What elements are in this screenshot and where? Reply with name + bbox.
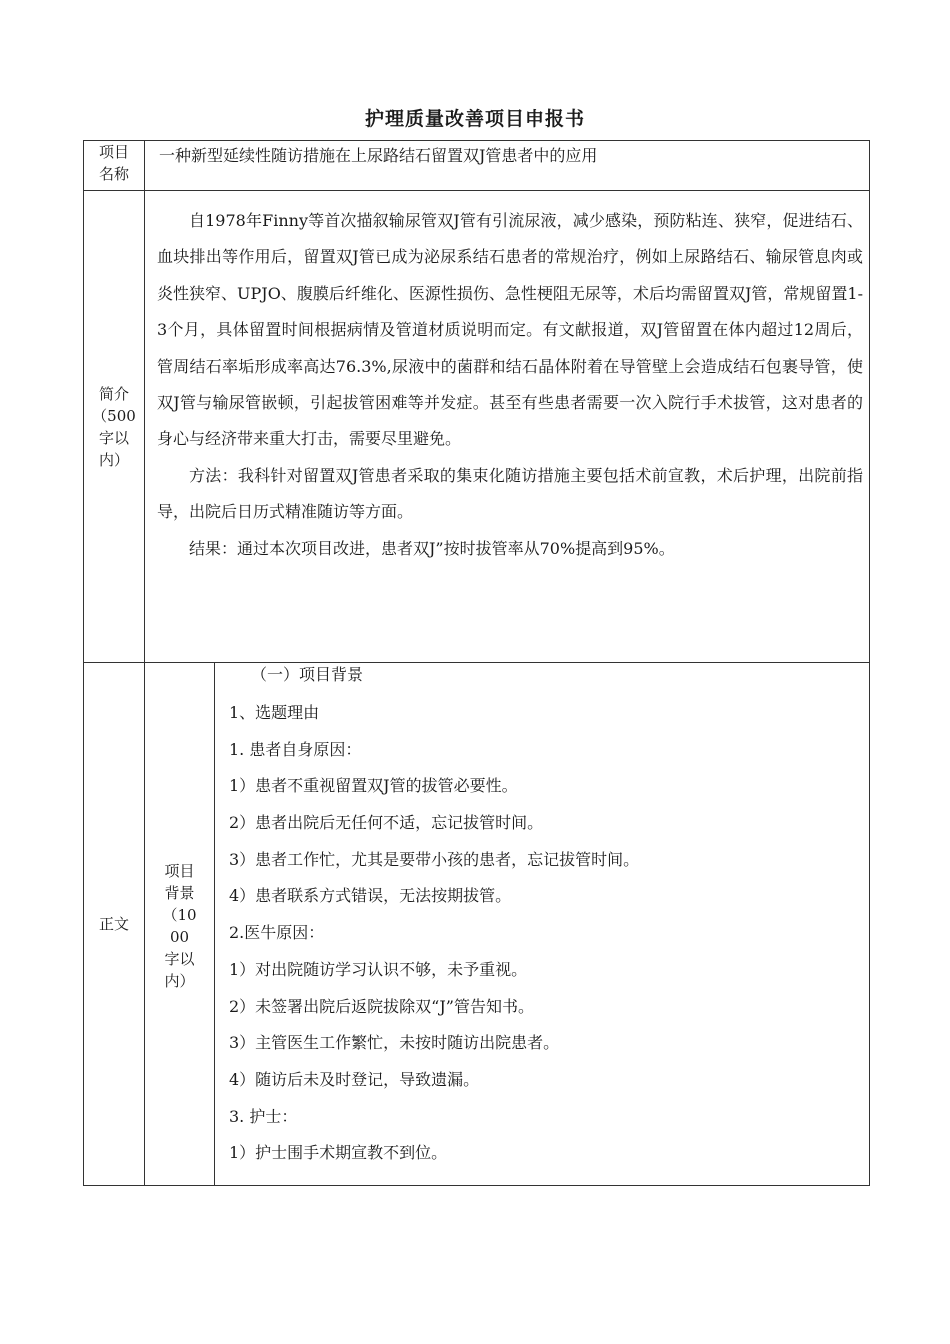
background-content-cell xyxy=(215,663,870,1186)
intro-paragraph: 自1978年Finny等首次描叙输尿管双J管有引流尿液，减少感染，预防粘连、狭窄，促进结石、血块排出等作用后，留置双J管已成为泌尿系结石患者的常规治疗，例如上尿路结石、输尿管息肉或炎性狭窄、UPJO、腹膜后纤维化、医源性损伤、急性梗阻无尿等，术后均需留置双J管，常规留置1-3个月，具体留置时间根据病情及管道材质说明而定。有文献报道，双J管留置在体内超过12周后，管周结石率垢形成率高达76.3%,尿液中的菌群和结石晶体附着在导管壁上会造成结石包裹导管，使双J管与输尿管嵌顿，引起拔管困难等并发症。甚至有些患者需要一次入院行手术拔管，这对患者的身心与经济带来重大打击，需要尽里避免。 xyxy=(157,211,863,449)
body-line: 3. 护士： xyxy=(229,1106,298,1126)
body-label-text: 正文 xyxy=(98,915,129,933)
body-line: 1）对出院随访学习认识不够，未予重视。 xyxy=(229,959,528,979)
background-label-line: （10 xyxy=(162,906,197,924)
background-label-line: 项目 xyxy=(164,862,195,880)
intro-cell xyxy=(145,191,870,663)
background-label-line: 内） xyxy=(164,972,195,990)
section-heading: （一）项目背景 xyxy=(251,665,364,684)
intro-paragraph: 结果：通过本次项目改进，患者双J”按时拔管率从70%提高到95%。 xyxy=(189,538,675,558)
background-label-line: 00 xyxy=(169,928,190,946)
background-label-line: 背景 xyxy=(164,884,195,902)
background-label-line: 字以 xyxy=(164,950,195,968)
body-row xyxy=(84,663,870,1186)
project-name-label-line: 项目 xyxy=(98,143,129,161)
intro-label xyxy=(84,191,145,663)
body-line: 1、选题理由 xyxy=(229,703,320,722)
body-line: 4）随访后未及时登记，导致遗漏。 xyxy=(229,1069,480,1089)
body-line: 3）患者工作忙，尤其是要带小孩的患者，忘记拔管时间。 xyxy=(229,849,640,869)
intro-label-line: （500 xyxy=(92,406,136,425)
project-name-value: 一种新型延续性随访措施在上尿路结石留置双J管患者中的应用 xyxy=(159,146,598,165)
body-line: 2）患者出院后无任何不适，忘记拔管时间。 xyxy=(229,813,544,833)
intro-label-line: 内） xyxy=(98,450,129,469)
body-line: 1. 患者自身原因： xyxy=(229,739,362,759)
body-line: 1）患者不重视留置双J管的拔管必要性。 xyxy=(229,776,518,796)
project-name-label-line: 名称 xyxy=(98,165,129,183)
background-label xyxy=(145,663,215,1186)
page-title: 护理质量改善项目申报书 xyxy=(364,108,585,130)
body-line: 3）主管医生工作繁忙，未按时随访出院患者。 xyxy=(229,1033,560,1053)
intro-row xyxy=(84,191,870,663)
project-name-label xyxy=(84,141,145,191)
intro-paragraph: 方法：我科针对留置双J管患者采取的集束化随访措施主要包括术前宣教，术后护理，出院前指导，出院后日历式精准随访等方面。 xyxy=(157,465,863,522)
application-form-table xyxy=(83,140,870,1186)
body-label xyxy=(84,663,145,1186)
project-name-cell xyxy=(145,141,870,191)
body-line: 2.医牛原因： xyxy=(229,923,325,943)
intro-label-line: 简介 xyxy=(98,384,129,403)
intro-label-line: 字以 xyxy=(98,428,129,447)
project-name-row xyxy=(84,141,870,191)
body-line: 2）未签署出院后返院拔除双“J”管告知书。 xyxy=(229,996,534,1016)
body-line: 4）患者联系方式错误，无法按期拔管。 xyxy=(229,886,512,906)
body-line: 1）护士围手术期宣教不到位。 xyxy=(229,1143,448,1163)
